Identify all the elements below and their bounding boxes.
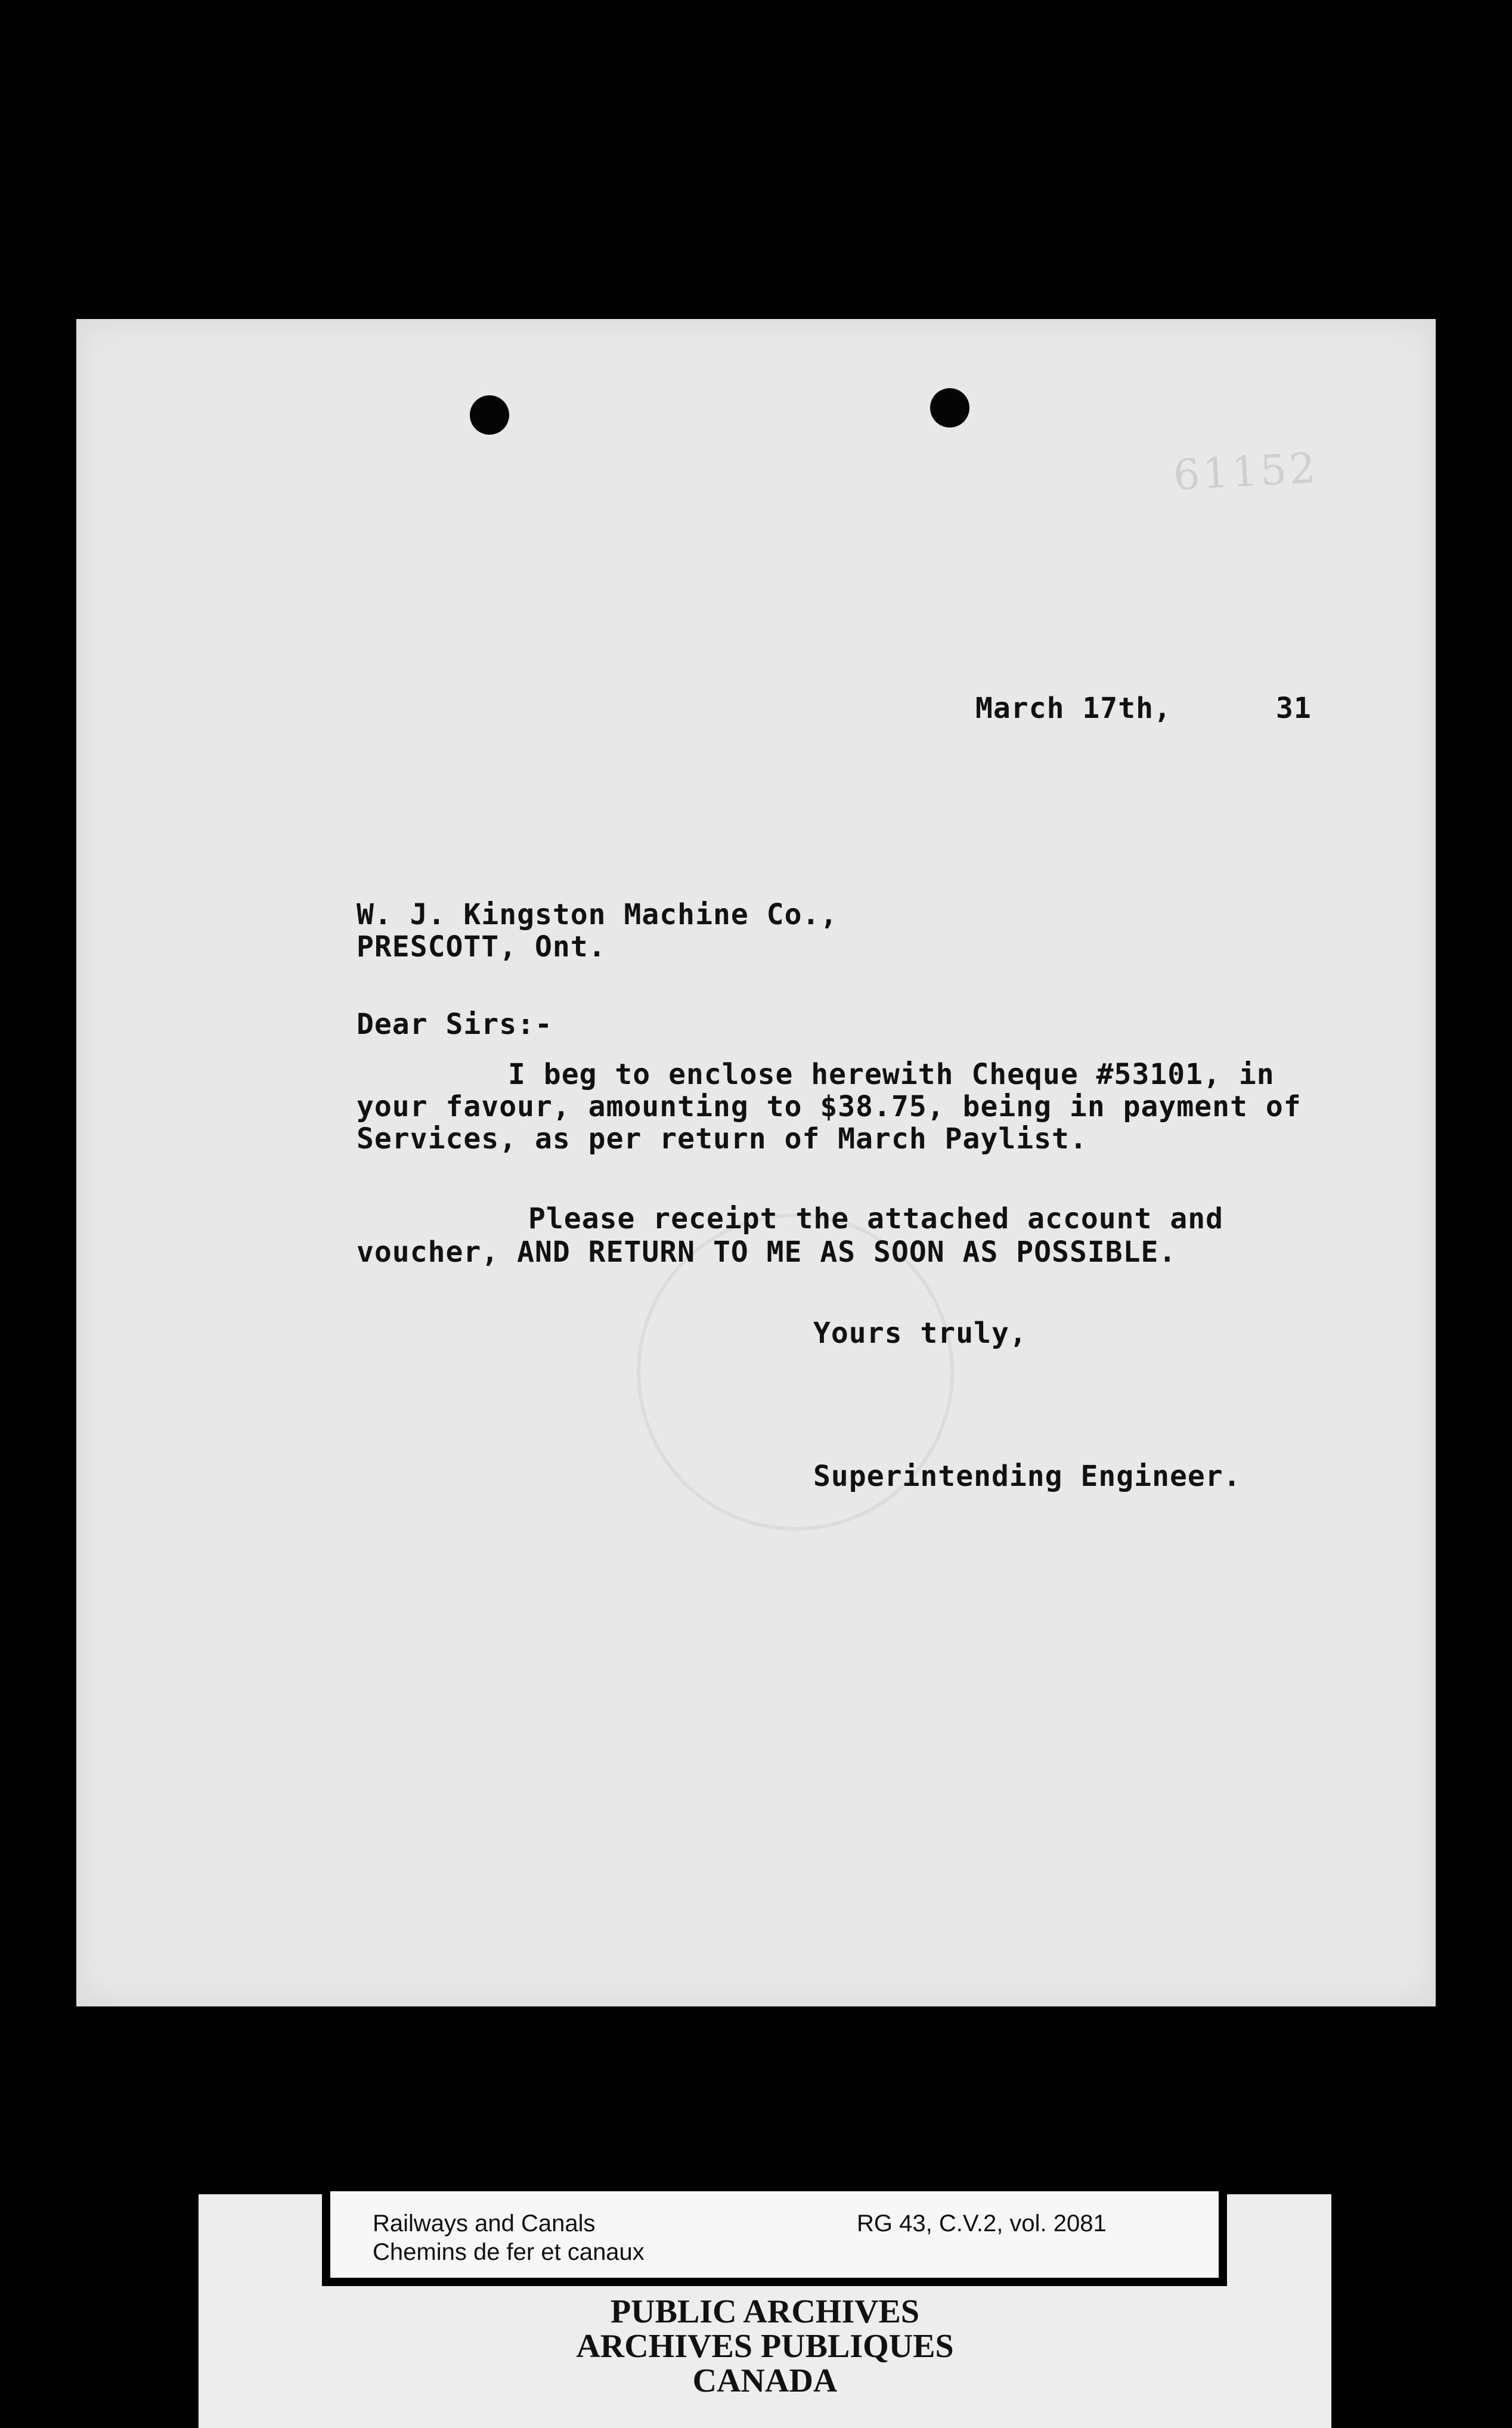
archives-title (199, 2294, 1331, 2398)
letter-date: March 17th, (975, 692, 1172, 725)
closing: Yours truly, (813, 1317, 1027, 1350)
salutation: Dear Sirs:- (357, 1008, 553, 1041)
punch-hole-right (930, 388, 969, 428)
letter-year: 31 (1276, 692, 1312, 725)
signature-title: Superintending Engineer. (813, 1460, 1241, 1493)
paragraph-2-line-1: Please receipt the attached account and (528, 1202, 1224, 1235)
addressee-line-2: PRESCOTT, Ont. (357, 930, 606, 964)
file-number-stamp: 61152 (1172, 443, 1319, 500)
collection-label (373, 2209, 645, 2266)
collection-english: Railways and Canals (373, 2210, 596, 2237)
archives-title-line-2: ARCHIVES PUBLIQUES (576, 2328, 954, 2365)
archives-title-line-3: CANADA (692, 2362, 838, 2399)
paragraph-1-line-1: I beg to enclose herewith Cheque #53101, in (508, 1058, 1275, 1091)
collection-french: Chemins de fer et canaux (373, 2239, 645, 2265)
paragraph-2-line-2: voucher, AND RETURN TO ME AS SOON AS POSSIBLE. (357, 1235, 1177, 1269)
archives-title-line-1: PUBLIC ARCHIVES (610, 2293, 920, 2330)
paragraph-1-line-2: your favour, amounting to $38.75, being in payment of (357, 1090, 1302, 1123)
paragraph-1-line-3: Services, as per return of March Paylist. (357, 1122, 1087, 1156)
punch-hole-left (470, 395, 509, 435)
addressee-line-1: W. J. Kingston Machine Co., (357, 898, 838, 931)
document-page (76, 319, 1436, 2006)
archive-reference: RG 43, C.V.2, vol. 2081 (857, 2210, 1107, 2237)
